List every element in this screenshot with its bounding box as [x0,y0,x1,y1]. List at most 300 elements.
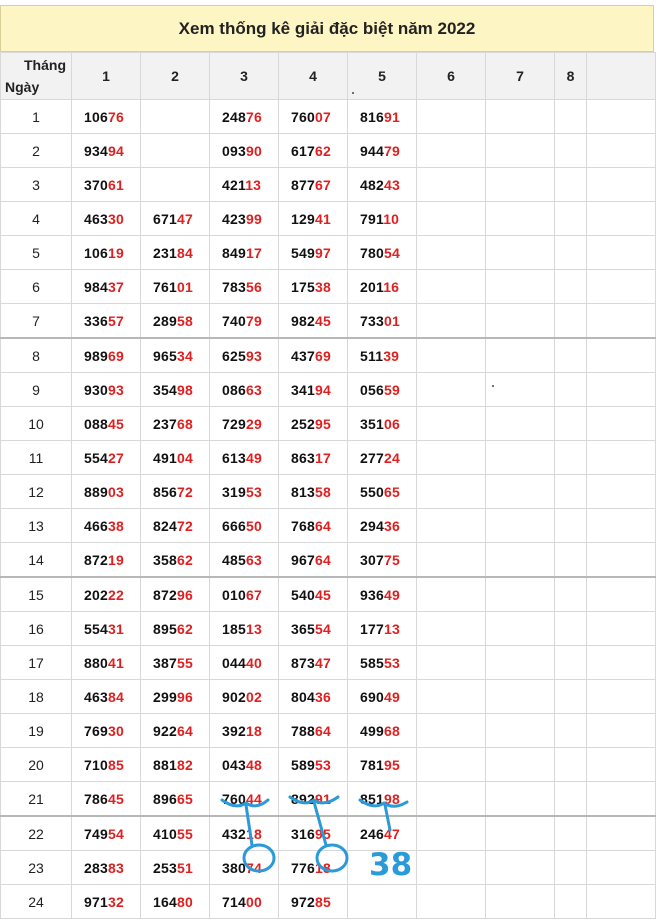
result-prefix: 934 [84,142,108,159]
result-cell [279,851,348,885]
result-cell [141,236,210,270]
result-last-two-digits: 80 [176,893,193,910]
result-last-two-digits: 94 [314,381,331,398]
result-cell [348,577,417,612]
result-cell [417,270,486,304]
result-cell [348,202,417,236]
result-cell [555,782,587,817]
result-cell [555,509,587,543]
result-cell [210,782,279,817]
result-prefix: 972 [291,893,315,910]
result-cell [348,748,417,782]
result-cell [486,304,555,339]
day-cell: 20 [1,748,72,782]
result-cell [279,338,348,373]
result-cell [141,475,210,509]
result-last-two-digits: 84 [176,244,193,261]
day-cell: 13 [1,509,72,543]
result-prefix: 294 [360,517,384,534]
result-cell [72,646,141,680]
result-cell [486,816,555,851]
result-cell [141,373,210,407]
table-row [1,612,656,646]
overflow-cell [587,816,656,851]
result-cell [417,338,486,373]
result-cell [417,407,486,441]
overflow-cell [587,168,656,202]
result-last-two-digits: 67 [245,586,262,603]
result-last-two-digits: 10 [383,210,400,227]
result-cell [417,134,486,168]
result-cell [486,885,555,919]
result-cell [72,748,141,782]
result-cell [555,646,587,680]
result-last-two-digits: 32 [107,893,124,910]
result-last-two-digits: 98 [176,381,193,398]
result-last-two-digits: 01 [176,278,193,295]
table-row [1,441,656,475]
table-row [1,373,656,407]
result-last-two-digits: 01 [383,312,400,329]
result-cell [279,646,348,680]
result-last-two-digits: 74 [245,859,262,876]
result-last-two-digits: 03 [107,483,124,500]
result-prefix: 482 [360,176,384,193]
stats-table [0,52,656,919]
result-prefix: 380 [222,859,246,876]
result-cell [348,509,417,543]
result-cell [279,714,348,748]
result-cell [555,202,587,236]
result-cell [210,373,279,407]
result-cell [555,885,587,919]
table-row [1,816,656,851]
table-row [1,714,656,748]
result-cell [486,100,555,134]
result-last-two-digits: 84 [107,688,124,705]
result-last-two-digits: 36 [383,517,400,534]
result-cell [141,748,210,782]
result-cell [72,304,141,339]
result-cell [486,338,555,373]
result-prefix: 106 [84,108,108,125]
result-last-two-digits: 00 [245,893,262,910]
result-prefix: 982 [291,312,315,329]
result-last-two-digits: 59 [383,381,400,398]
month-header: 8 [555,53,587,100]
table-row [1,100,656,134]
result-cell [486,270,555,304]
result-cell [417,441,486,475]
table-row [1,407,656,441]
result-prefix: 880 [84,654,108,671]
result-prefix: 776 [291,859,315,876]
overflow-cell [587,134,656,168]
result-last-two-digits: 53 [314,756,331,773]
result-last-two-digits: 63 [245,551,262,568]
result-last-two-digits: 45 [107,415,124,432]
table-row [1,543,656,578]
result-cell [486,748,555,782]
month-axis-label: Tháng [24,57,66,73]
result-last-two-digits: 45 [314,312,331,329]
table-body [1,100,656,919]
result-last-two-digits: 61 [107,176,124,193]
day-cell: 16 [1,612,72,646]
result-prefix: 922 [153,722,177,739]
result-last-two-digits: 18 [245,825,262,842]
result-cell [141,407,210,441]
overflow-cell [587,748,656,782]
overflow-cell [587,338,656,373]
result-cell [141,782,210,817]
month-header: 3 [210,53,279,100]
result-cell [141,680,210,714]
day-cell: 6 [1,270,72,304]
result-last-two-digits: 64 [314,551,331,568]
result-prefix: 816 [360,108,384,125]
result-cell [72,338,141,373]
table-row [1,748,656,782]
result-prefix: 248 [222,108,246,125]
result-cell [555,851,587,885]
day-cell: 2 [1,134,72,168]
result-prefix: 851 [360,790,384,807]
result-cell [555,304,587,339]
result-cell [348,816,417,851]
result-cell [348,100,417,134]
result-prefix: 387 [153,654,177,671]
table-row [1,475,656,509]
result-prefix: 106 [84,244,108,261]
result-last-two-digits: 47 [314,654,331,671]
result-last-two-digits: 65 [176,790,193,807]
result-cell [72,270,141,304]
day-cell: 11 [1,441,72,475]
result-last-two-digits: 68 [383,722,400,739]
result-cell [555,236,587,270]
result-cell [417,236,486,270]
result-prefix: 849 [222,244,246,261]
overflow-cell [587,680,656,714]
result-cell [486,441,555,475]
result-last-two-digits: 45 [314,586,331,603]
result-last-two-digits: 95 [314,825,331,842]
result-cell [141,509,210,543]
result-prefix: 491 [153,449,177,466]
result-prefix: 277 [360,449,384,466]
result-prefix: 671 [153,210,177,227]
result-cell [417,168,486,202]
result-last-two-digits: 64 [314,517,331,534]
result-cell [348,612,417,646]
result-cell [555,270,587,304]
result-prefix: 370 [84,176,108,193]
result-prefix: 554 [84,449,108,466]
result-cell [348,304,417,339]
result-cell [555,134,587,168]
result-last-two-digits: 82 [176,756,193,773]
result-prefix: 177 [360,620,384,637]
result-cell [417,782,486,817]
result-cell [210,134,279,168]
result-last-two-digits: 93 [245,347,262,364]
result-cell [417,577,486,612]
result-cell [417,100,486,134]
result-last-two-digits: 29 [245,415,262,432]
result-last-two-digits: 24 [383,449,400,466]
overflow-cell [587,202,656,236]
result-prefix: 895 [153,620,177,637]
result-cell [210,543,279,578]
result-prefix: 185 [222,620,246,637]
result-prefix: 316 [291,825,315,842]
result-prefix: 463 [84,688,108,705]
result-cell [417,748,486,782]
result-prefix: 760 [222,790,246,807]
result-cell [555,168,587,202]
result-cell [555,612,587,646]
result-prefix: 341 [291,381,315,398]
result-last-two-digits: 30 [107,722,124,739]
result-prefix: 768 [291,517,315,534]
result-prefix: 319 [222,483,246,500]
result-cell [72,373,141,407]
result-cell [279,100,348,134]
result-cell [279,373,348,407]
header-row [1,53,656,100]
result-cell [279,782,348,817]
result-last-two-digits: 69 [314,347,331,364]
result-cell [555,714,587,748]
result-cell [348,338,417,373]
table-row [1,270,656,304]
month-header: 7 [486,53,555,100]
day-cell: 7 [1,304,72,339]
result-cell [141,168,210,202]
result-last-two-digits: 58 [314,483,331,500]
result-last-two-digits: 50 [245,517,262,534]
result-prefix: 499 [360,722,384,739]
result-cell [210,646,279,680]
result-cell [417,373,486,407]
overflow-cell [587,407,656,441]
result-prefix: 093 [222,142,246,159]
result-cell [141,134,210,168]
result-cell [72,441,141,475]
result-last-two-digits: 75 [383,551,400,568]
result-last-two-digits: 47 [176,210,193,227]
result-cell [279,202,348,236]
day-axis-label: Ngày [5,79,40,95]
result-prefix: 299 [153,688,177,705]
result-last-two-digits: 37 [107,278,124,295]
overflow-cell [587,782,656,817]
result-last-two-digits: 49 [383,688,400,705]
result-prefix: 902 [222,688,246,705]
overflow-cell [587,612,656,646]
day-cell: 17 [1,646,72,680]
table-row [1,782,656,817]
result-last-two-digits: 13 [245,176,262,193]
result-cell [486,543,555,578]
result-cell [72,509,141,543]
result-cell [210,714,279,748]
result-prefix: 965 [153,347,177,364]
result-cell [72,168,141,202]
result-prefix: 307 [360,551,384,568]
result-cell [555,373,587,407]
result-cell [348,373,417,407]
result-cell [279,543,348,578]
result-cell [486,168,555,202]
result-cell [279,816,348,851]
result-prefix: 202 [84,586,108,603]
result-cell [348,475,417,509]
result-last-two-digits: 54 [383,244,400,261]
result-cell [279,134,348,168]
result-cell [486,236,555,270]
table-row [1,236,656,270]
result-last-two-digits: 17 [314,449,331,466]
result-prefix: 351 [360,415,384,432]
result-last-two-digits: 96 [176,688,193,705]
table-row [1,168,656,202]
result-last-two-digits: 93 [107,381,124,398]
result-cell [417,714,486,748]
result-cell [72,100,141,134]
result-last-two-digits: 53 [245,483,262,500]
table-row [1,680,656,714]
result-cell [417,680,486,714]
result-last-two-digits: 44 [245,790,262,807]
result-prefix: 740 [222,312,246,329]
result-last-two-digits: 43 [383,176,400,193]
result-cell [279,441,348,475]
result-prefix: 252 [291,415,315,432]
result-cell [210,338,279,373]
result-prefix: 246 [360,825,384,842]
result-cell [348,543,417,578]
result-prefix: 984 [84,278,108,295]
result-cell [210,612,279,646]
result-last-two-digits: 62 [176,620,193,637]
result-prefix: 617 [291,142,315,159]
table-row [1,577,656,612]
result-last-two-digits: 64 [314,722,331,739]
result-prefix: 780 [360,244,384,261]
result-cell [486,680,555,714]
result-prefix: 554 [84,620,108,637]
result-prefix: 086 [222,381,246,398]
result-prefix: 873 [291,654,315,671]
result-cell [279,304,348,339]
result-cell [555,543,587,578]
handwritten-number: 38 [369,847,413,883]
result-prefix: 889 [84,483,108,500]
result-cell [486,475,555,509]
result-cell [348,680,417,714]
result-last-two-digits: 79 [383,142,400,159]
result-cell [417,543,486,578]
result-last-two-digits: 98 [383,790,400,807]
result-cell [72,885,141,919]
result-last-two-digits: 07 [314,108,331,125]
month-header: 2 [141,53,210,100]
result-prefix: 729 [222,415,246,432]
result-cell [417,509,486,543]
overflow-cell [587,236,656,270]
overflow-cell [587,475,656,509]
result-last-two-digits: 19 [107,244,124,261]
result-cell [72,475,141,509]
result-cell [279,475,348,509]
day-cell: 18 [1,680,72,714]
result-prefix: 549 [291,244,315,261]
result-last-two-digits: 45 [107,790,124,807]
result-last-two-digits: 72 [176,517,193,534]
result-prefix: 392 [222,722,246,739]
result-cell [72,782,141,817]
result-prefix: 432 [222,825,246,842]
result-last-two-digits: 90 [245,142,262,159]
result-prefix: 088 [84,415,108,432]
result-cell [72,134,141,168]
result-last-two-digits: 30 [107,210,124,227]
result-last-two-digits: 18 [314,859,331,876]
page-title: Xem thống kê giải đặc biệt năm 2022 [0,5,654,52]
result-prefix: 781 [360,756,384,773]
result-last-two-digits: 39 [383,347,400,364]
result-last-two-digits: 53 [383,654,400,671]
month-header: 1 [72,53,141,100]
result-cell [348,407,417,441]
result-cell [210,202,279,236]
result-cell [210,168,279,202]
overflow-cell [587,509,656,543]
result-prefix: 892 [291,790,315,807]
result-prefix: 877 [291,176,315,193]
result-last-two-digits: 63 [245,381,262,398]
day-cell: 1 [1,100,72,134]
result-last-two-digits: 18 [245,722,262,739]
result-prefix: 769 [84,722,108,739]
result-last-two-digits: 95 [383,756,400,773]
result-cell [141,816,210,851]
result-cell [141,270,210,304]
result-cell [210,441,279,475]
result-last-two-digits: 94 [107,142,124,159]
result-cell [210,407,279,441]
result-last-two-digits: 13 [245,620,262,637]
result-prefix: 231 [153,244,177,261]
result-last-two-digits: 19 [107,551,124,568]
table-row [1,509,656,543]
result-cell [279,407,348,441]
result-prefix: 733 [360,312,384,329]
result-cell [279,748,348,782]
result-cell [72,577,141,612]
result-cell [279,680,348,714]
stray-dot [352,92,354,94]
day-cell: 15 [1,577,72,612]
result-last-two-digits: 83 [107,859,124,876]
result-last-two-digits: 41 [107,654,124,671]
result-prefix: 989 [84,347,108,364]
result-last-two-digits: 56 [245,278,262,295]
result-prefix: 365 [291,620,315,637]
result-prefix: 044 [222,654,246,671]
